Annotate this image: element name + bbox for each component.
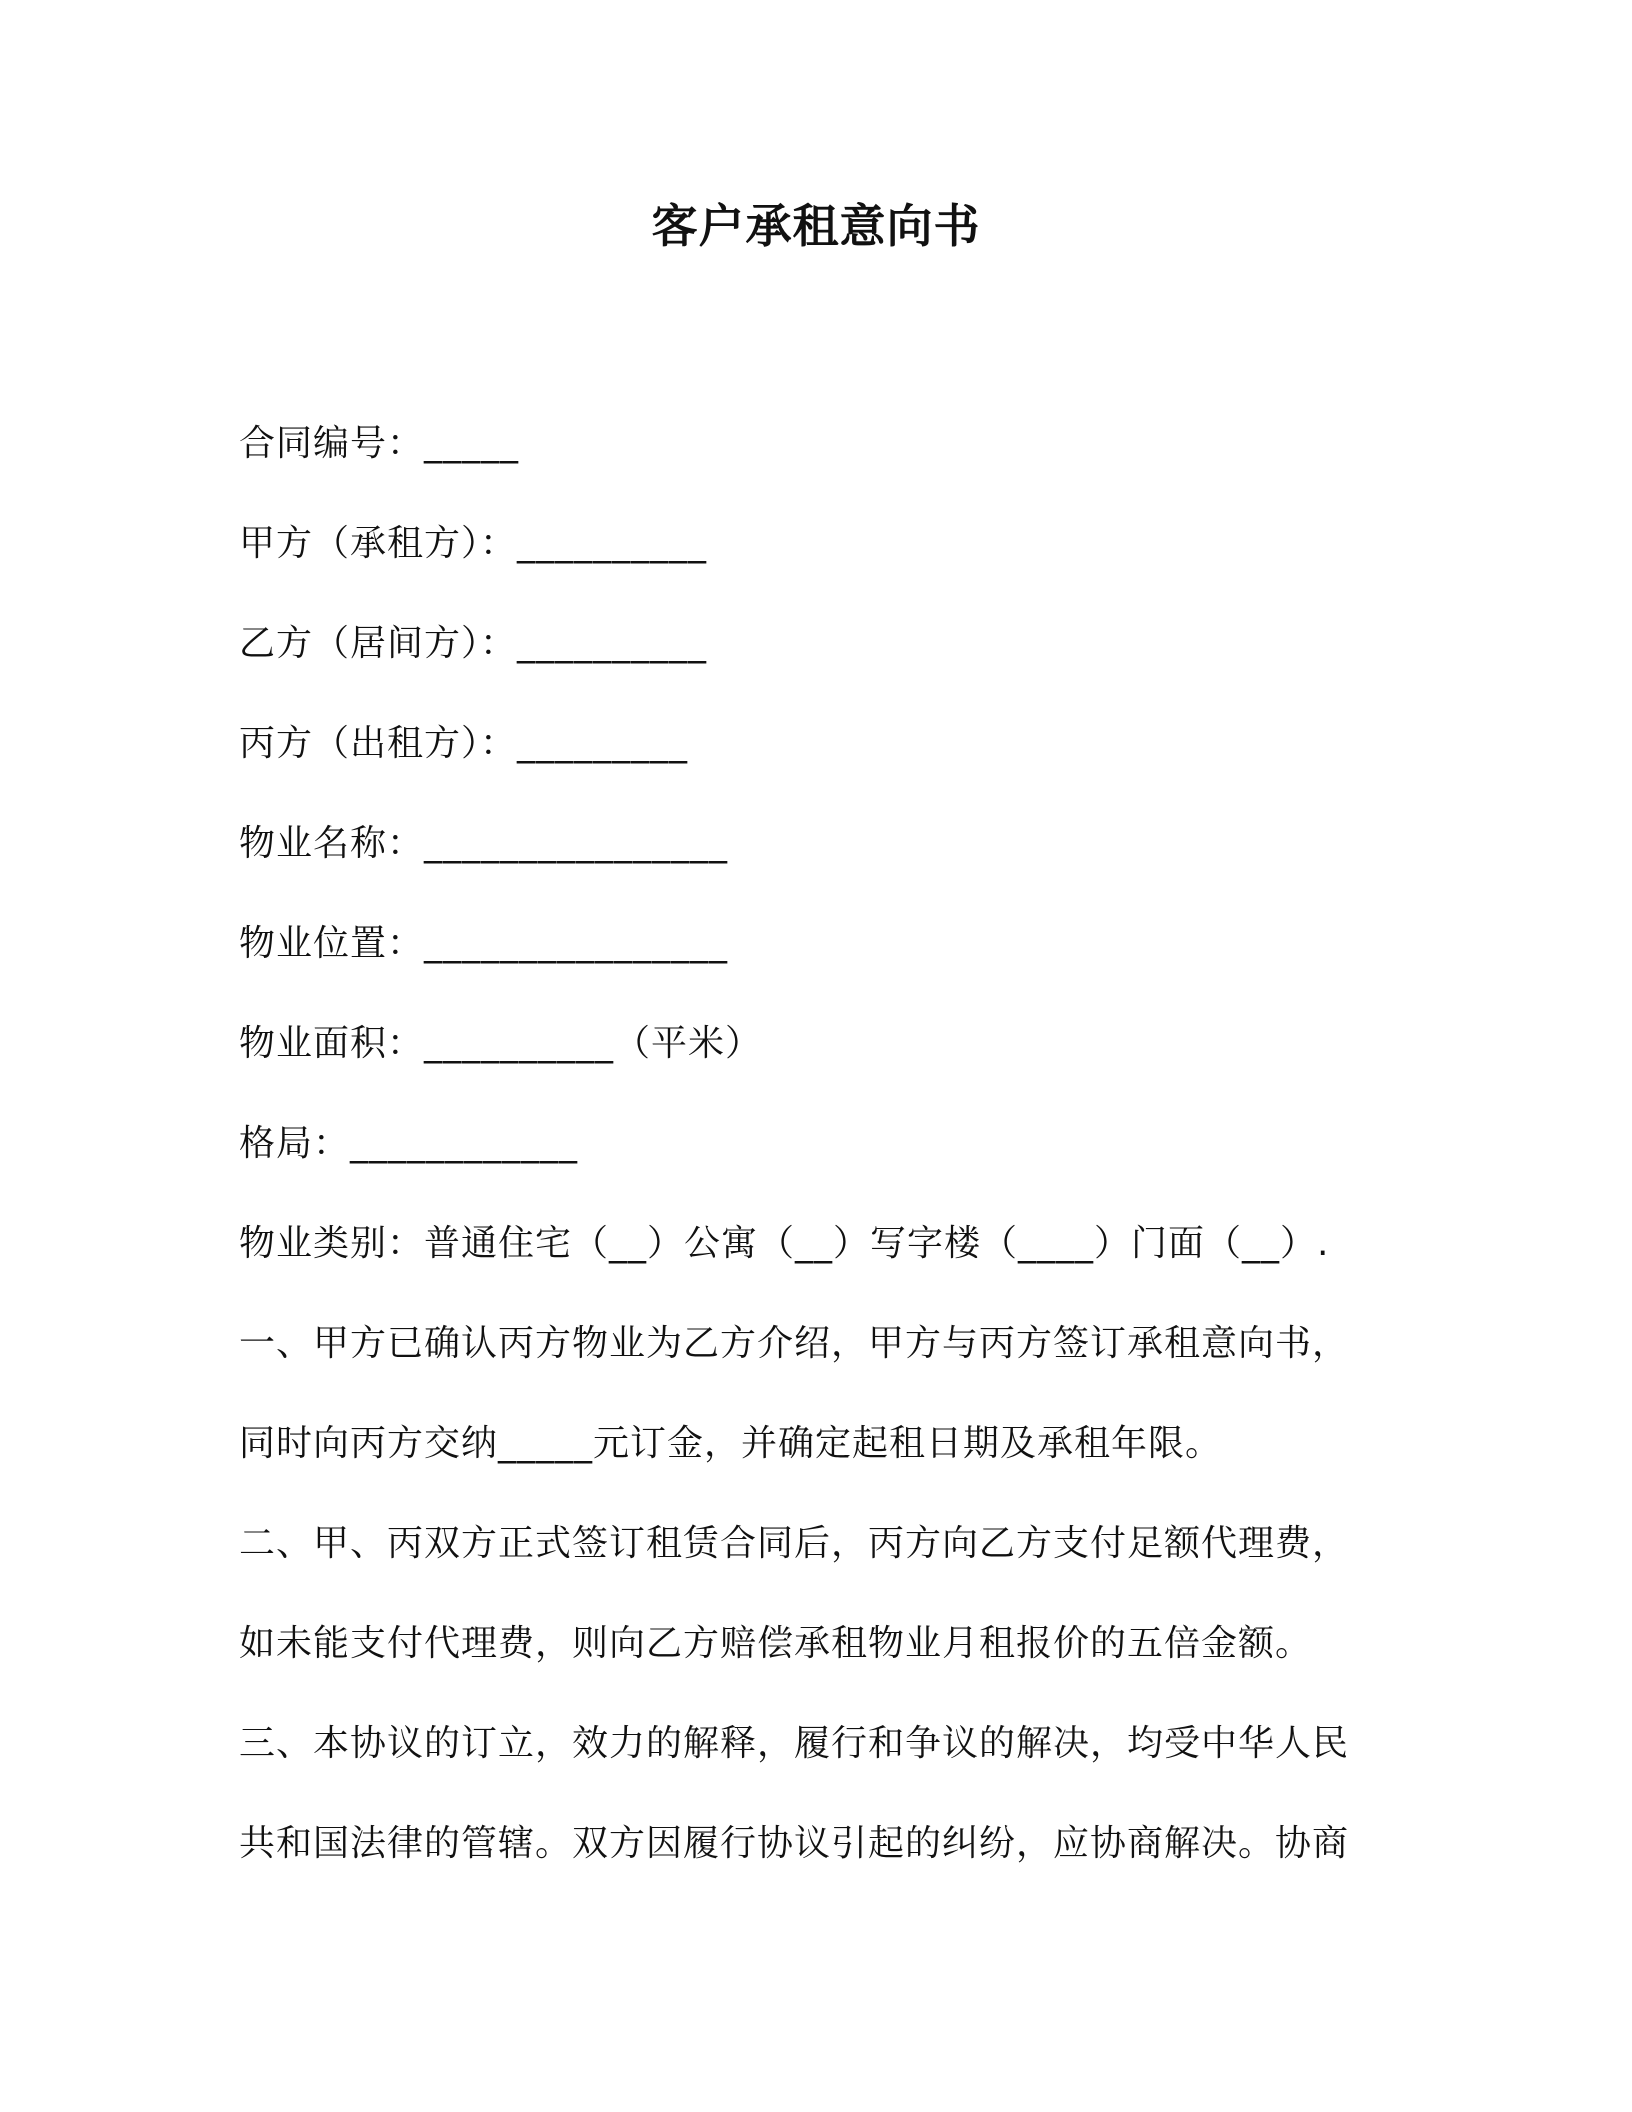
clause-2-line-2: 如未能支付代理费，则向乙方赔偿承租物业月租报价的五倍金额。 [239,1623,1313,1664]
clause-1-line-2: 同时向丙方交纳_____元订金，并确定起租日期及承租年限。 [239,1423,1223,1464]
property-type-line: 物业类别：普通住宅（__）公寓（__）写字楼（____）门面（__）. [239,1223,1330,1264]
clause-1-line-1: 一、甲方已确认丙方物业为乙方介绍，甲方与丙方签订承租意向书， [239,1323,1350,1364]
clause-3-line-1: 三、本协议的订立，效力的解释，履行和争议的解决，均受中华人民 [239,1723,1350,1764]
contract-number-line: 合同编号：_____ [239,423,520,464]
property-location-line: 物业位置：________________ [239,923,729,964]
clause-3-line-2: 共和国法律的管辖。双方因履行协议引起的纠纷，应协商解决。协商 [239,1823,1350,1864]
party-b-line: 乙方（居间方）：__________ [239,623,708,664]
party-c-line: 丙方（出租方）：_________ [239,723,689,764]
document-title: 客户承租意向书 [651,199,981,253]
property-name-line: 物业名称：________________ [239,823,729,864]
clause-2-line-1: 二、甲、丙双方正式签订租赁合同后，丙方向乙方支付足额代理费， [239,1523,1350,1564]
property-area-line: 物业面积：__________（平米） [239,1023,763,1064]
layout-line: 格局：____________ [239,1123,579,1164]
party-a-line: 甲方（承租方）：__________ [239,523,708,564]
